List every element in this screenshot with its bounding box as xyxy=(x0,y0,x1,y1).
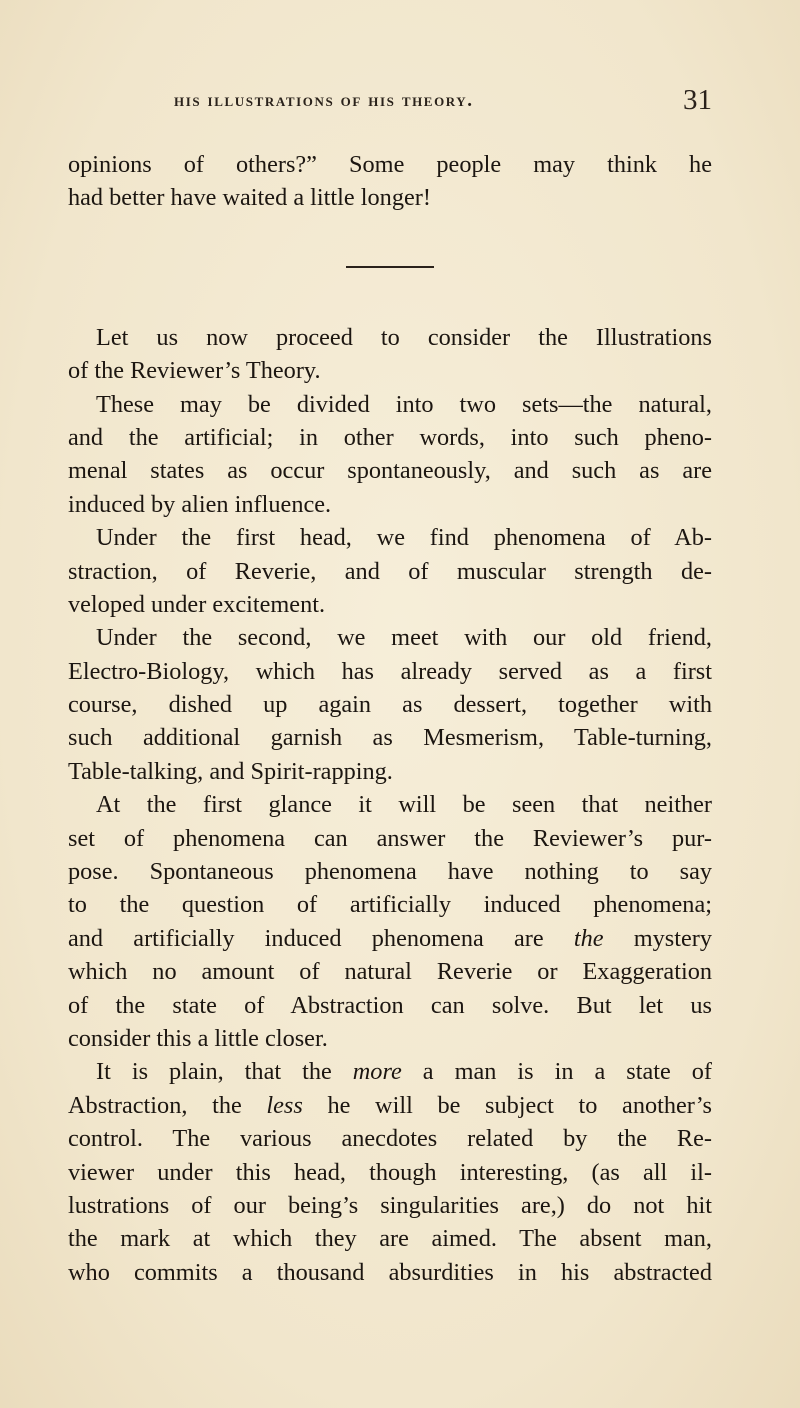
text-line: Table-talking, and Spirit-rapping. xyxy=(68,757,393,785)
text-line: straction, of Reverie, and of muscular strength de- xyxy=(68,557,712,585)
paragraph xyxy=(68,388,712,522)
section-divider xyxy=(346,266,434,269)
text-line: induced by alien influence. xyxy=(68,490,332,518)
text-line: Under the first head, we find phenomena of Ab- xyxy=(96,524,712,552)
text-line: These may be divided into two sets—the natural, xyxy=(96,390,712,418)
text-line: At the first glance it will be seen that neither xyxy=(96,791,712,819)
text-line: the mark at which they are aimed. The absent man, xyxy=(68,1225,712,1253)
text-run: It is plain, that the xyxy=(96,1058,353,1086)
paragraph xyxy=(68,788,712,1055)
page-number: 31 xyxy=(683,84,712,116)
text-line: who commits a thousand absurdities in his abstracted xyxy=(68,1258,712,1286)
text-run: he will be subject to another’s xyxy=(302,1091,712,1119)
text-line: Electro-Biology, which has already served as a first xyxy=(68,657,712,685)
italic-run: the xyxy=(573,924,604,952)
text-line: of the state of Abstraction can solve. But let us xyxy=(68,991,712,1019)
italic-run: more xyxy=(352,1058,402,1086)
text-line: viewer under this head, though interesting, (as all il- xyxy=(68,1158,712,1186)
text-line xyxy=(68,1055,712,1088)
text-line: Under the second, we meet with our old friend, xyxy=(96,624,712,652)
italic-run: less xyxy=(266,1091,303,1119)
text-line: and the artificial; in other words, into such pheno- xyxy=(68,423,712,451)
body-text xyxy=(68,148,712,1289)
text-line: veloped under excitement. xyxy=(68,590,326,618)
paragraph xyxy=(68,521,712,621)
paragraph xyxy=(68,621,712,788)
text-line: set of phenomena can answer the Reviewer’s pur- xyxy=(68,824,712,852)
text-run: mystery xyxy=(603,924,712,952)
text-line: pose. Spontaneous phenomena have nothing to say xyxy=(68,858,712,886)
running-head xyxy=(68,84,712,120)
text-line: course, dished up again as dessert, together with xyxy=(68,691,712,719)
text-line: Let us now proceed to consider the Illustrations xyxy=(96,323,712,351)
text-line: of the Reviewer’s Theory. xyxy=(68,357,321,385)
text-run: a man is in a state of xyxy=(401,1058,712,1086)
text-line xyxy=(68,1089,712,1122)
text-run: and artificially induced phenomena are xyxy=(68,924,574,952)
text-line xyxy=(68,922,712,955)
text-line: control. The various anecdotes related by the Re- xyxy=(68,1125,712,1153)
paragraph xyxy=(68,1055,712,1289)
running-title: his illustrations of his theory. xyxy=(174,90,474,111)
paragraph xyxy=(68,148,712,215)
text-line: opinions of others?” Some people may think he xyxy=(68,151,712,178)
text-line: menal states as occur spontaneously, and such as are xyxy=(68,457,712,485)
text-run: Abstraction, the xyxy=(68,1091,267,1119)
text-line: lustrations of our being’s singularities are,) do not hit xyxy=(68,1191,712,1219)
text-line: consider this a little closer. xyxy=(68,1024,328,1052)
paragraph xyxy=(68,321,712,388)
text-line: had better have waited a little longer! xyxy=(68,184,431,212)
text-line: to the question of artificially induced phenomena; xyxy=(68,891,712,919)
text-line: which no amount of natural Reverie or Exaggeration xyxy=(68,958,712,986)
text-line: such additional garnish as Mesmerism, Table-turning, xyxy=(68,724,712,752)
